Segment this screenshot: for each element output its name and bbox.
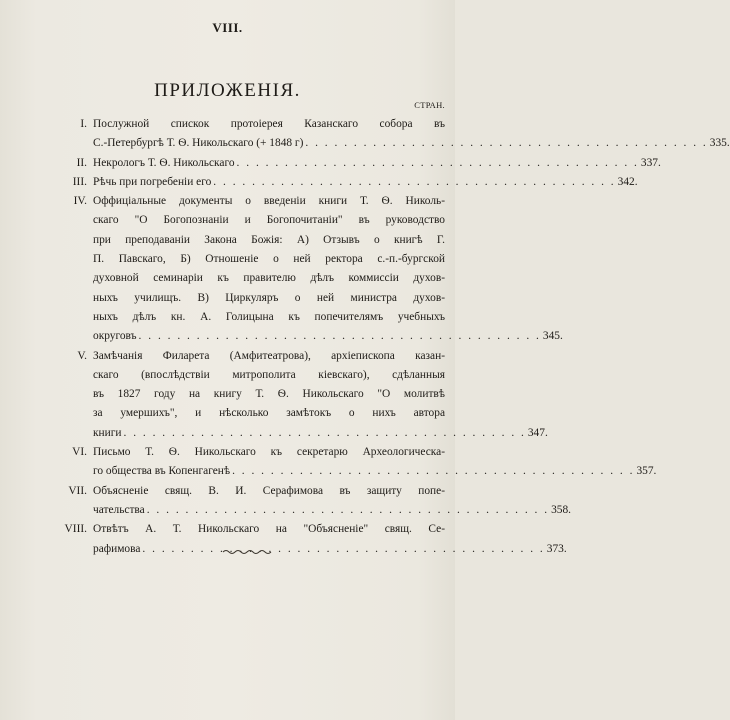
entry-text: Отвѣтъ А. Т. Никольскаго на "Объясненіе" свящ. Се- — [93, 523, 445, 536]
entry-line — [93, 385, 445, 404]
dot-leader: . . . . . . . . . . . . . . . . . . . . . . . . . . . . . . . . . . . . . . . . . . — [123, 426, 526, 439]
contents-entry — [55, 482, 572, 521]
dot-leader: . . . . . . . . . . . . . . . . . . . . . . . . . . . . . . . . . . . . . . . . . . — [138, 330, 541, 343]
entry-text: округовъ — [93, 330, 137, 343]
entry-page-number: 342. — [617, 175, 638, 188]
entry-page-number: 345. — [542, 330, 563, 343]
contents-entry — [55, 347, 548, 443]
dot-leader: . . . . . . . . . . . . . . . . . . . . . . . . . . . . . . . . . . . . . . . . . . — [213, 175, 616, 188]
entry-number: II. — [76, 156, 87, 169]
entry-text: скаго "О Богопознаніи и Богопочитаніи" въ руководство — [93, 214, 445, 227]
entry-line — [93, 347, 445, 366]
entry-line — [93, 366, 445, 385]
entry-text: ныхъ училищъ. В) Циркуляръ о ней министра духов- — [93, 291, 445, 304]
entry-number: V. — [77, 349, 87, 362]
entry-line — [93, 115, 445, 134]
entry-text: за умершихъ", и нѣсколько замѣтокъ о нихъ автора — [93, 407, 445, 420]
contents-entry — [55, 443, 657, 482]
entry-text: Объясненіе свящ. В. И. Серафимова въ защиту попе- — [93, 484, 445, 497]
entry-line — [93, 443, 445, 462]
entry-text: Оффиціальные документы о введеніи книги Т. Ѳ. Николь- — [93, 195, 445, 208]
entry-text: чательства — [93, 503, 145, 516]
contents-entry — [55, 192, 563, 346]
entry-number: III. — [72, 175, 87, 188]
entry-line — [93, 501, 572, 520]
page-number: VIII. — [212, 20, 243, 35]
entry-line — [93, 231, 445, 250]
entry-page-number: 347. — [527, 426, 548, 439]
entry-text: Письмо Т. Ѳ. Никольскаго къ секретарю Археологическа- — [93, 446, 445, 459]
entry-text: скаго (впослѣдствіи митрополита кіевскаго), сдѣланныя — [93, 368, 445, 381]
entry-line — [93, 327, 563, 346]
page-column-label: СТРАН. — [414, 100, 445, 110]
entry-text: книги — [93, 426, 122, 439]
entry-line — [93, 462, 657, 481]
entry-text: при преподаваніи Закона Божія: А) Отзывъ о книгѣ Г. — [93, 233, 445, 246]
entry-line — [93, 173, 638, 192]
decorative-wave-divider — [222, 548, 274, 556]
dot-leader: . . . . . . . . . . . . . . . . . . . . . . . . . . . . . . . . . . . . . . . . . . — [146, 503, 550, 516]
entry-page-number: 337. — [640, 156, 661, 169]
entry-number: VII. — [68, 484, 87, 497]
entry-line — [93, 424, 548, 443]
entry-text: С.-Петербургѣ Т. Ѳ. Никольскаго (+ 1848 г) — [93, 137, 304, 150]
dot-leader: . . . . . . . . . . . . . . . . . . . . . . . . . . . . . . . . . . . . . . . . . . — [236, 156, 639, 169]
entry-line — [93, 289, 445, 308]
entry-text: Рѣчь при погребеніи его — [93, 175, 212, 188]
contents-entry — [55, 115, 730, 154]
entry-line — [93, 308, 445, 327]
entry-line — [93, 520, 445, 539]
dot-leader: . . . . . . . . . . . . . . . . . . . . . . . . . . . . . . . . . . . . . . . . . . — [232, 465, 635, 478]
entry-page-number: 373. — [546, 542, 567, 555]
contents-entry — [55, 154, 661, 173]
dot-leader: . . . . . . . . . . . . . . . . . . . . . . . . . . . . . . . . . . . . . . . . . . — [142, 542, 545, 555]
entry-text: Замѣчанія Филарета (Амфитеатрова), архіепископа казан- — [93, 349, 445, 362]
contents-entry — [55, 173, 638, 192]
contents-list — [55, 115, 730, 559]
entry-text: духовной семинаріи къ правителю дѣлъ коммиссіи духов- — [93, 272, 445, 285]
entry-number: VIII. — [64, 523, 87, 536]
entry-text: го общества въ Копенгагенѣ — [93, 465, 231, 478]
section-heading: ПРИЛОЖЕНІЯ. — [154, 80, 301, 101]
entry-text: Некрологъ Т. Ѳ. Никольскаго — [93, 156, 235, 169]
entry-line — [93, 211, 445, 230]
entry-text: въ 1827 году на книгу Т. Ѳ. Никольскаго "О молитвѣ — [93, 388, 445, 401]
entry-text: рафимова — [93, 542, 141, 555]
entry-line — [93, 250, 445, 269]
entry-line — [93, 134, 730, 153]
entry-line — [93, 154, 661, 173]
entry-text: Послужной спискок протоіерея Казанскаго собора въ — [93, 118, 445, 130]
entry-page-number: 335. — [709, 137, 730, 150]
entry-number: I. — [80, 118, 87, 130]
entry-page-number: 358. — [551, 503, 572, 516]
entry-page-number: 357. — [636, 465, 657, 478]
entry-number: IV. — [73, 195, 87, 208]
entry-line — [93, 482, 445, 501]
dot-leader: . . . . . . . . . . . . . . . . . . . . . . . . . . . . . . . . . . . . . . . . . . — [305, 137, 708, 150]
entry-number: VI. — [72, 446, 87, 459]
entry-line — [93, 404, 445, 423]
entry-text: ныхъ дѣлъ кн. А. Голицына къ попечителямъ учебныхъ — [93, 310, 445, 323]
entry-text: П. Павскаго, Б) Отношеніе о ней ректора с.-п.-бургской — [93, 253, 445, 266]
entry-line — [93, 269, 445, 288]
entry-line — [93, 192, 445, 211]
